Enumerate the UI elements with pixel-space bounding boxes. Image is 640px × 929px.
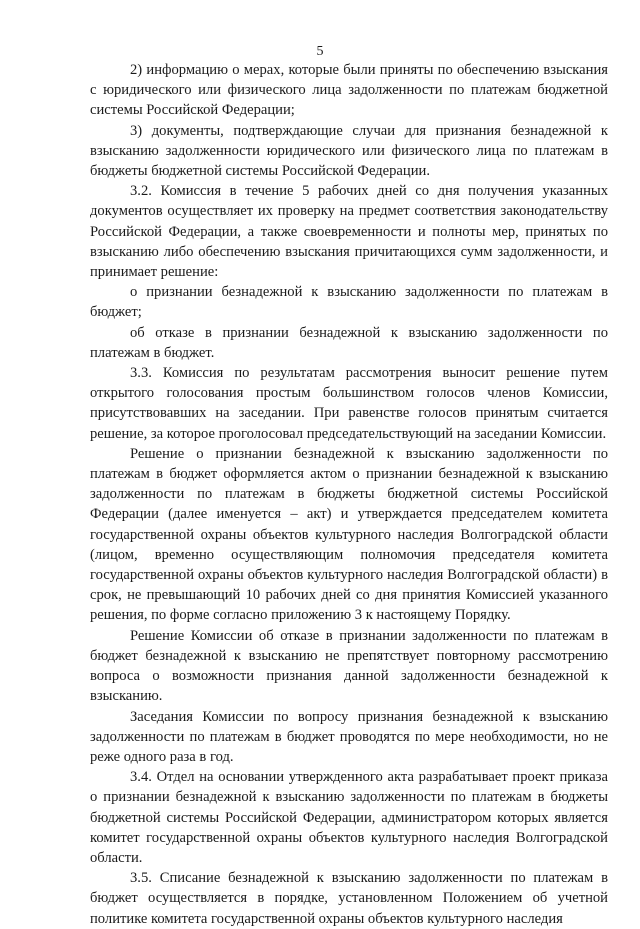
page-number: 5 (316, 44, 324, 59)
paragraph-decision-recognize: о признании безнадежной к взысканию задолженности по платежам в бюджет; (90, 284, 608, 321)
paragraph-meetings: Заседания Комиссии по вопросу признания безнадежной к взысканию задолженности по платежам в бюджет проводятся по мере необходимости, но не реже одного раза в год. (90, 708, 608, 765)
paragraph-act-approval: Решение о признании безнадежной к взысканию задолженности по платежам в бюджет оформляется актом о признании безнадежной к взысканию задолженности по платежам в бюджеты бюджетной системы Российской Федерации (далее именуется – акт) и утверждается председателем комитета государственной охраны объектов культурного наследия Волгоградской области (лицом, временно осуществляющим полномочия председателя комитета государственной охраны объектов культурного наследия Волгоградской области) в срок, не превышающий 10 рабочих дней со дня принятия Комиссией указанного решения, по форме согласно приложению 3 к настоящему Порядку. (90, 445, 608, 624)
paragraph-3-4: 3.4. Отдел на основании утвержденного акта разрабатывает проект приказа о признании безнадежной к взысканию задолженности по платежам в бюджеты бюджетной системы Российской Федерации, администратором которых является комитет государственной охраны объектов культурного наследия Волгоградской области. (90, 769, 608, 866)
paragraph-3-5: 3.5. Списание безнадежной к взысканию задолженности по платежам в бюджет осуществляется в порядке, установленном Положением об учетной политике комитета государственной охраны объектов культурного наследия (90, 870, 608, 927)
paragraph-decision-refuse: об отказе в признании безнадежной к взысканию задолженности по платежам в бюджет. (90, 324, 608, 361)
document-body (90, 60, 608, 929)
paragraph-item-2: 2) информацию о мерах, которые были приняты по обеспечению взыскания с юридического или физического лица задолженности по платежам бюджетной системы Российской Федерации; (90, 62, 608, 119)
paragraph-refusal-review: Решение Комиссии об отказе в признании задолженности по платежам в бюджет безнадежной к взысканию не препятствует повторному рассмотрению вопроса о возможности признания данной задолженности безнадежной к взысканию. (90, 627, 608, 705)
paragraph-3-3: 3.3. Комиссия по результатам рассмотрения выносит решение путем открытого голосования простым большинством голосов членов Комиссии, присутствовавших на заседании. При равенстве голосов принятым считается решение, за которое проголосовал председательствующий на заседании Комиссии. (90, 365, 608, 442)
paragraph-3-2: 3.2. Комиссия в течение 5 рабочих дней со дня получения указанных документов осуществляет их проверку на предмет соответствия законодательству Российской Федерации, а также своевременности и полноты мер, принятых по взысканию либо обеспечению взыскания причитающихся сумм задолженности, и принимает решение: (90, 183, 608, 281)
paragraph-item-3: 3) документы, подтверждающие случаи для признания безнадежной к взысканию задолженности юридического или физического лица по платежам в бюджеты бюджетной системы Российской Федерации. (90, 122, 608, 180)
